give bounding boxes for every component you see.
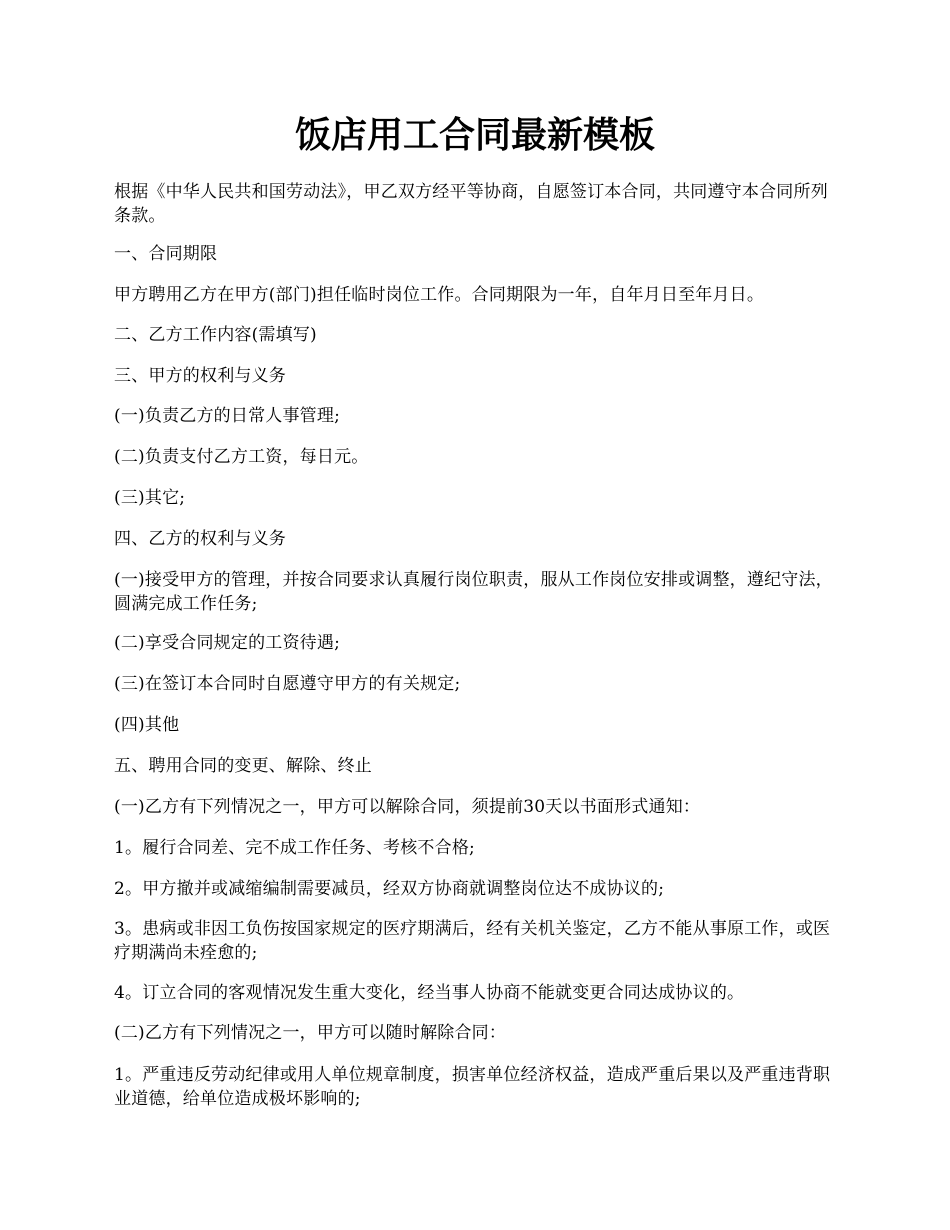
list-item: (四)其他 xyxy=(114,715,180,735)
list-item: (三)在签订本合同时自愿遵守甲方的有关规定; xyxy=(114,674,461,694)
list-item: (二)享受合同规定的工资待遇; xyxy=(114,633,340,653)
list-item: (二)乙方有下列情况之一，甲方可以随时解除合同： xyxy=(114,1023,507,1043)
section-heading-term: 一、合同期限 xyxy=(114,244,218,264)
section-heading-changes: 五、聘用合同的变更、解除、终止 xyxy=(114,756,372,776)
list-item: (三)其它; xyxy=(114,488,186,508)
list-item: 4。订立合同的客观情况发生重大变化，经当事人协商不能就变更合同达成协议的。 xyxy=(114,983,745,1003)
list-item: 1。履行合同差、完不成工作任务、考核不合格; xyxy=(114,838,475,858)
list-item: (一)乙方有下列情况之一，甲方可以解除合同，须提前30天以书面形式通知： xyxy=(114,797,701,817)
section-heading-work-content: 二、乙方工作内容(需填写) xyxy=(114,325,317,345)
list-item: (一)接受甲方的管理，并按合同要求认真履行岗位职责，服从工作岗位安排或调整，遵纪守法，圆满完成工作任务; xyxy=(114,570,833,614)
list-item: 3。患病或非因工负伤按国家规定的医疗期满后，经有关机关鉴定，乙方不能从事原工作，或医疗期满尚未痊愈的; xyxy=(114,919,831,963)
section-heading-party-b: 四、乙方的权利与义务 xyxy=(114,529,286,549)
list-item: 1。严重违反劳动纪律或用人单位规章制度，损害单位经济权益，造成严重后果以及严重违背职业道德，给单位造成极坏影响的; xyxy=(114,1065,831,1109)
list-item: (一)负责乙方的日常人事管理; xyxy=(114,406,340,426)
paragraph-term: 甲方聘用乙方在甲方(部门)担任临时岗位工作。合同期限为一年，自年月日至年月日。 xyxy=(114,285,765,305)
list-item: (二)负责支付乙方工资，每日元。 xyxy=(114,447,369,467)
paragraph-preamble: 根据《中华人民共和国劳动法》，甲乙双方经平等协商，自愿签订本合同，共同遵守本合同所列条款。 xyxy=(114,182,828,226)
list-item: 2。甲方撤并或减缩编制需要减员，经双方协商就调整岗位达不成协议的; xyxy=(114,879,665,899)
section-heading-party-a: 三、甲方的权利与义务 xyxy=(114,366,286,386)
document-title: 饭店用工合同最新模板 xyxy=(294,114,655,156)
